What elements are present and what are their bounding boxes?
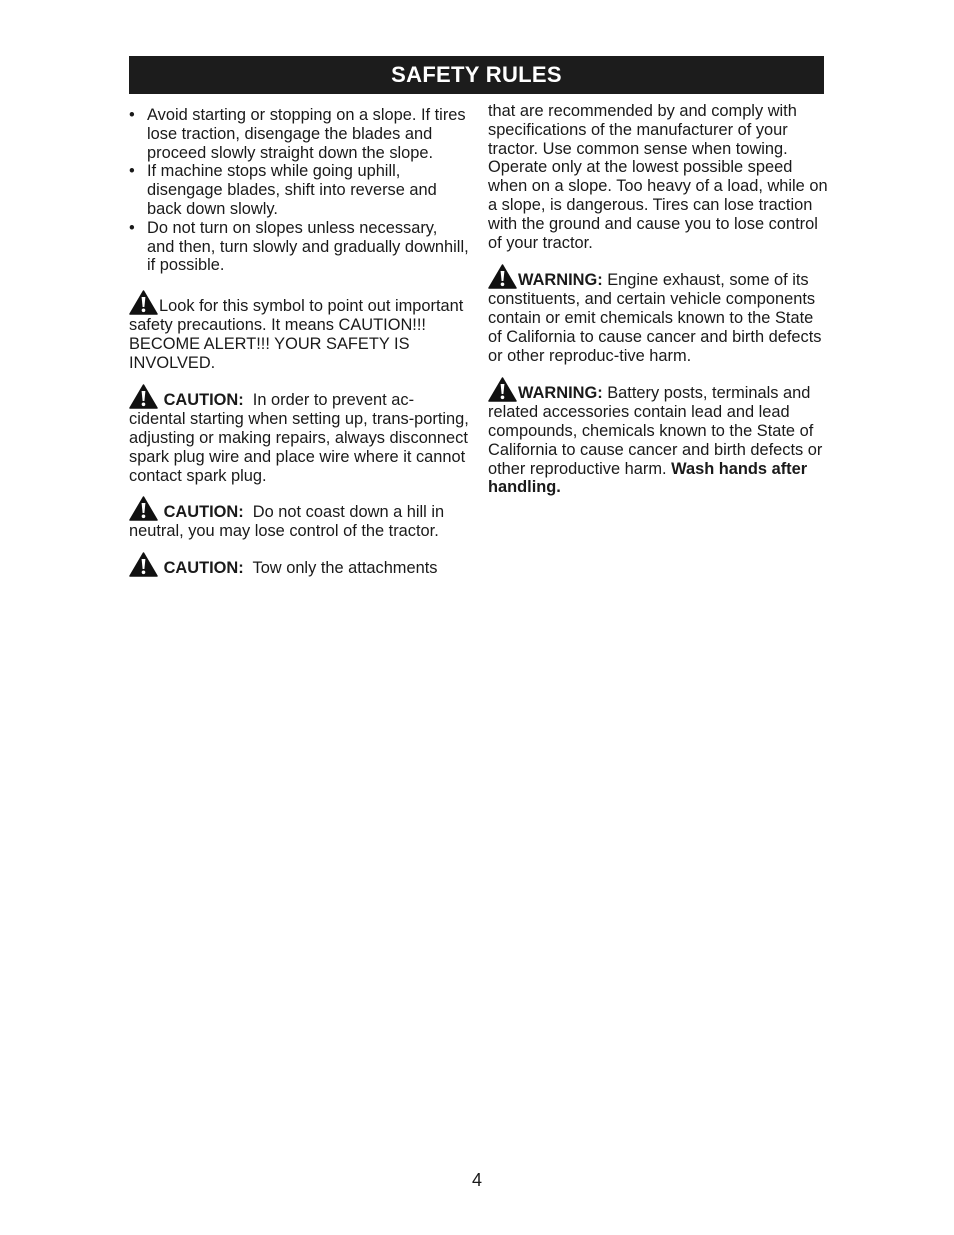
caution-text: In order to prevent ac-cidental starting when setting up, trans-porting, adjusting or making repairs, always disconnect spark plug wire and place wire where it cannot contact spark plug. xyxy=(129,391,469,485)
caution-paragraph-coasting xyxy=(129,496,469,541)
warning-paragraph-exhaust xyxy=(488,264,828,365)
caution-paragraph-spark-plug xyxy=(129,384,469,485)
caution-text: Tow only the attachments xyxy=(252,558,438,577)
towing-continuation-paragraph: that are recommended by and comply with specifications of the manufacturer of your tractor. Use common sense when towing. Operate only at the lowest possible speed when on a slope. Too heavy of a load, while on a slope, is dangerous. Tires can lose traction with the ground and cause you to lose control of your tractor. xyxy=(488,102,828,252)
warning-triangle-icon xyxy=(129,290,158,315)
bullet-glyph: • xyxy=(129,162,135,181)
warning-label: WARNING: xyxy=(518,384,603,403)
warning-triangle-icon xyxy=(488,264,517,289)
caution-label: CAUTION: xyxy=(163,503,244,522)
right-column xyxy=(488,102,828,497)
warning-triangle-icon xyxy=(488,377,517,402)
bullet-glyph: • xyxy=(129,106,135,124)
warning-triangle-icon xyxy=(129,384,158,409)
wash-hands-notice: Wash hands after handling. xyxy=(488,459,808,497)
warning-label: WARNING: xyxy=(518,271,603,290)
symbol-note-text: Look for this symbol to point out important safety precautions. It means CAUTION!!! BECOME ALERT!!! YOUR SAFETY IS INVOLVED. xyxy=(129,297,464,372)
bullet-text: Avoid starting or stopping on a slope. If tires lose traction, disengage the blades and proceed slowly straight down the slope. xyxy=(147,106,466,162)
bullet-glyph: • xyxy=(129,218,135,237)
warning-text: Battery posts, terminals and related accessories contain lead and lead compounds, chemicals known to the State of California to cause cancer and birth defects or other reproductive harm. xyxy=(488,384,823,478)
list-item xyxy=(129,219,469,275)
bullet-text: Do not turn on slopes unless necessary, and then, turn slowly and gradually downhill, if possible. xyxy=(147,218,469,275)
warning-text: Engine exhaust, some of its constituents, and certain vehicle components contain or emit chemicals known to the State of California to cause cancer and birth defects or other reproduc-tive harm. xyxy=(488,271,822,365)
caution-label: CAUTION: xyxy=(163,391,244,410)
list-item xyxy=(129,162,469,218)
caution-label: CAUTION: xyxy=(163,558,244,577)
slope-bullet-list xyxy=(129,106,469,275)
list-item xyxy=(129,106,469,162)
warning-triangle-icon xyxy=(129,496,158,521)
section-header-bar xyxy=(129,56,824,94)
bullet-text: If machine stops while going uphill, disengage blades, shift into reverse and back down slowly. xyxy=(147,162,437,218)
warning-triangle-icon xyxy=(129,552,158,577)
page-number: 4 xyxy=(471,1170,482,1190)
section-title: SAFETY RULES xyxy=(391,62,562,87)
left-column xyxy=(129,102,469,578)
symbol-note-paragraph xyxy=(129,290,469,372)
caution-text: Do not coast down a hill in neutral, you may lose control of the tractor. xyxy=(129,503,445,541)
caution-paragraph-towing xyxy=(129,552,469,578)
warning-paragraph-battery xyxy=(488,377,828,497)
